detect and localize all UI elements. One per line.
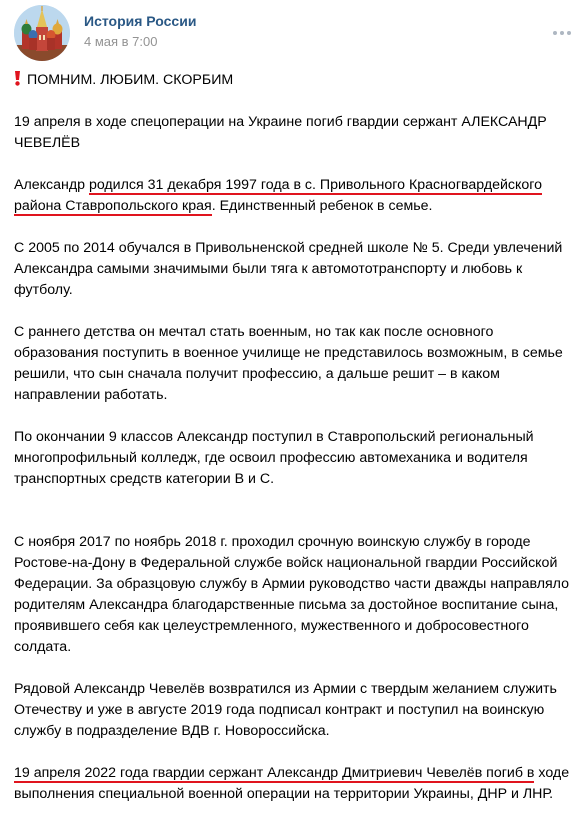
paragraph-2 [14, 175, 570, 217]
paragraph-3: С 2005 по 2014 обучался в Привольненской средней школе № 5. Среди увлечений Александра самыми значимыми были тяга к автомототранспорту и любовь к футболу. [14, 240, 563, 298]
post-menu-button[interactable] [550, 25, 574, 41]
paragraph-7: Рядовой Александр Чевелёв возвратился из Армии с твердым желанием служить Отечеству и уже в августе 2019 года подписал контракт и поступил на воинскую службу в подразделение ВДВ г. Новороссийска. [14, 681, 557, 739]
paragraph-5: По окончании 9 классов Александр поступил в Ставропольский региональный многопрофильный колледж, где освоил профессию автомеханика и водителя транспортных средств категории В и С. [14, 429, 534, 487]
kremlin-cathedral-avatar-icon [14, 5, 70, 61]
more-dots-icon [550, 25, 574, 41]
paragraph-8 [14, 763, 570, 805]
post-text [14, 70, 570, 826]
post-heading-line [14, 70, 570, 91]
red-exclamation-icon [14, 70, 21, 86]
underlined-birth-info: родился 31 декабря 1997 года в с. Привольного Красногвардейского района Ставропольского края [14, 177, 543, 214]
community-avatar[interactable] [14, 5, 70, 61]
paragraph-6: С ноября 2017 по ноябрь 2018 г. проходил срочную воинскую службу в городе Ростове-на-Дону в Федеральной службе войск национальной гвардии Российской Федерации. За образцовую службу в Армии руководство части дважды направляло родителям Александра благодарственные письма за достойное воспитание сына, проявившего себя как целеустремленного, мужественного и добросовестного солдата. [14, 534, 569, 655]
paragraph-2-start: Александр [14, 177, 89, 193]
post-header [14, 5, 574, 61]
paragraph-4: С раннего детства он мечтал стать военным, но так как после основного образования поступить в военное училище не представилось возможным, в семье решили, что сын сначала получит профессию, а дальше решит – в каком направлении работать. [14, 324, 563, 403]
paragraph-8-end: ходе выполнения специальной военной операции на территории Украины, ДНР и ЛНР. [14, 765, 570, 802]
paragraph-1: 19 апреля в ходе спецоперации на Украине погиб гвардии сержант АЛЕКСАНДР ЧЕВЕЛЁВ [14, 114, 547, 151]
post-heading-text: ПОМНИМ. ЛЮБИМ. СКОРБИМ [27, 72, 234, 88]
paragraph-2-end: . Единственный ребенок в семье. [211, 198, 433, 214]
underlined-death-info: 19 апреля 2022 года гвардии сержант Александр Дмитриевич Чевелёв погиб в [14, 765, 535, 781]
post-date-link[interactable]: 4 мая в 7:00 [84, 34, 158, 49]
author-name-link[interactable]: История России [84, 13, 197, 29]
